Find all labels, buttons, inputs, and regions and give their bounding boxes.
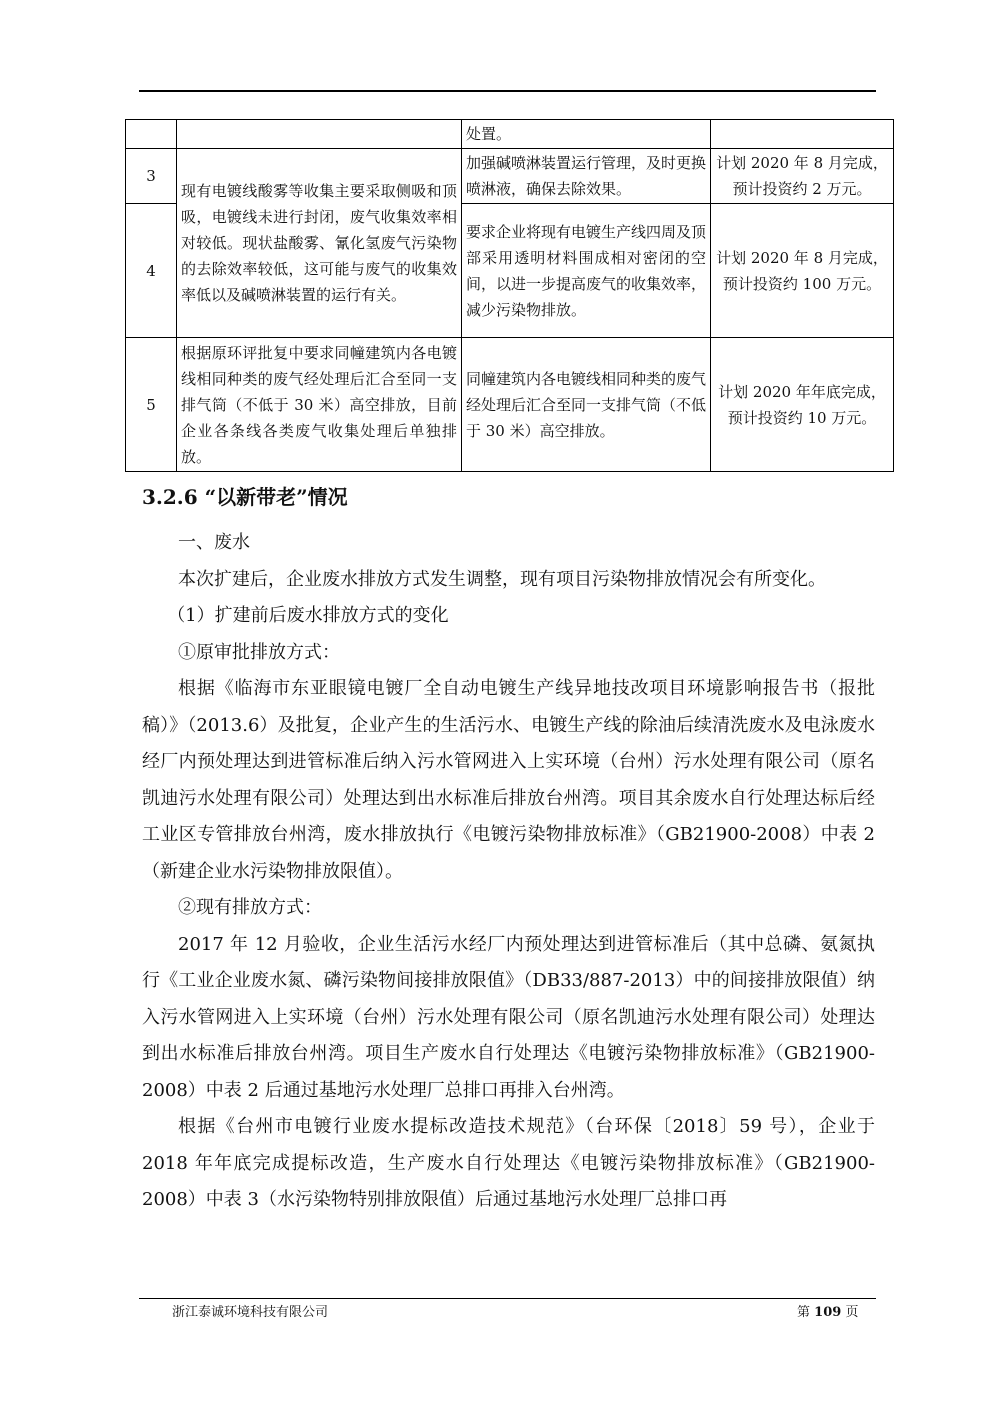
subheading: ②现有排放方式： bbox=[178, 897, 322, 918]
measure-cell: 处置。 bbox=[462, 120, 711, 149]
page-number bbox=[797, 1304, 858, 1322]
measure-cell: 同幢建筑内各电镀线相同种类的废气经处理后汇合至同一支排气筒（不低于 30 米）高空排放。 bbox=[462, 338, 711, 472]
page-number-value: 109 bbox=[814, 1305, 842, 1320]
problem-cell: 根据原环评批复中要求同幢建筑内各电镀线相同种类的废气经处理后汇合至同一支排气筒（不低于 30 米）高空排放，目前企业各条线各类废气收集处理后单独排放。 bbox=[177, 338, 462, 472]
header-rule bbox=[139, 90, 876, 92]
measure-cell: 加强碱喷淋装置运行管理，及时更换喷淋液，确保去除效果。 bbox=[462, 149, 711, 204]
page-suffix: 页 bbox=[845, 1305, 859, 1320]
row-number bbox=[126, 120, 177, 149]
paragraph: 根据《台州市电镀行业废水提标改造技术规范》（台环保〔2018〕59 号），企业于 2018 年年底完成提标改造，生产废水自行处理达《电镀污染物排放标准》（GB21900-2008）中表 3（水污染物特别排放限值）后通过基地污水处理厂总排口再 bbox=[142, 1116, 875, 1210]
section-body bbox=[142, 525, 875, 1219]
row-number: 3 bbox=[126, 149, 177, 204]
page-prefix: 第 bbox=[797, 1305, 811, 1320]
row-number: 5 bbox=[126, 338, 177, 472]
rectification-table bbox=[125, 119, 894, 472]
subheading: 一、废水 bbox=[178, 532, 250, 553]
table-row bbox=[126, 120, 894, 149]
problem-cell: 现有电镀线酸雾等收集主要采取侧吸和顶吸，电镀线未进行封闭，废气收集效率相对较低。现状盐酸雾、氰化氢废气污染物的去除效率较低，这可能与废气的收集效率低以及碱喷淋装置的运行有关。 bbox=[177, 149, 462, 338]
subheading: ①原审批排放方式： bbox=[178, 641, 340, 663]
footer-rule bbox=[139, 1298, 876, 1299]
plan-cell: 计划 2020 年 8 月完成，预计投资约 2 万元。 bbox=[711, 149, 894, 204]
section-title: 3.2.6 “以新带老”情况 bbox=[142, 485, 348, 509]
table-row bbox=[126, 149, 894, 204]
table-row bbox=[126, 338, 894, 472]
plan-cell: 计划 2020 年年底完成，预计投资约 10 万元。 bbox=[711, 338, 894, 472]
paragraph: 根据《临海市东亚眼镜电镀厂全自动电镀生产线异地技改项目环境影响报告书（报批稿）》（2013.6）及批复，企业产生的生活污水、电镀生产线的除油后续清洗废水及电泳废水经厂内预处理达到进管标准后纳入污水管网进入上实环境（台州）污水处理有限公司（原名凯迪污水处理有限公司）处理达到出水标准后排放台州湾。项目其余废水自行处理达标后经工业区专管排放台州湾，废水排放执行《电镀污染物排放标准》（GB21900-2008）中表 2（新建企业水污染物排放限值）。 bbox=[142, 678, 875, 882]
subheading: （1）扩建前后废水排放方式的变化 bbox=[167, 605, 449, 626]
footer-company: 浙江泰诚环境科技有限公司 bbox=[172, 1305, 329, 1320]
paragraph: 本次扩建后，企业废水排放方式发生调整，现有项目污染物排放情况会有所变化。 bbox=[178, 568, 826, 590]
problem-cell bbox=[177, 120, 462, 149]
plan-cell: 计划 2020 年 8 月完成，预计投资约 100 万元。 bbox=[711, 204, 894, 338]
row-number: 4 bbox=[126, 204, 177, 338]
plan-cell bbox=[711, 120, 894, 149]
measure-cell: 要求企业将现有电镀生产线四周及顶部采用透明材料围成相对密闭的空间，以进一步提高废气的收集效率，减少污染物排放。 bbox=[462, 204, 711, 338]
paragraph: 2017 年 12 月验收，企业生活污水经厂内预处理达到进管标准后（其中总磷、氨氮执行《工业企业废水氮、磷污染物间接排放限值》（DB33/887-2013）中的间接排放限值）纳入污水管网进入上实环境（台州）污水处理有限公司（原名凯迪污水处理有限公司）处理达到出水标准后排放台州湾。项目生产废水自行处理达《电镀污染物排放标准》（GB21900-2008）中表 2 后通过基地污水处理厂总排口再排入台州湾。 bbox=[142, 933, 875, 1101]
